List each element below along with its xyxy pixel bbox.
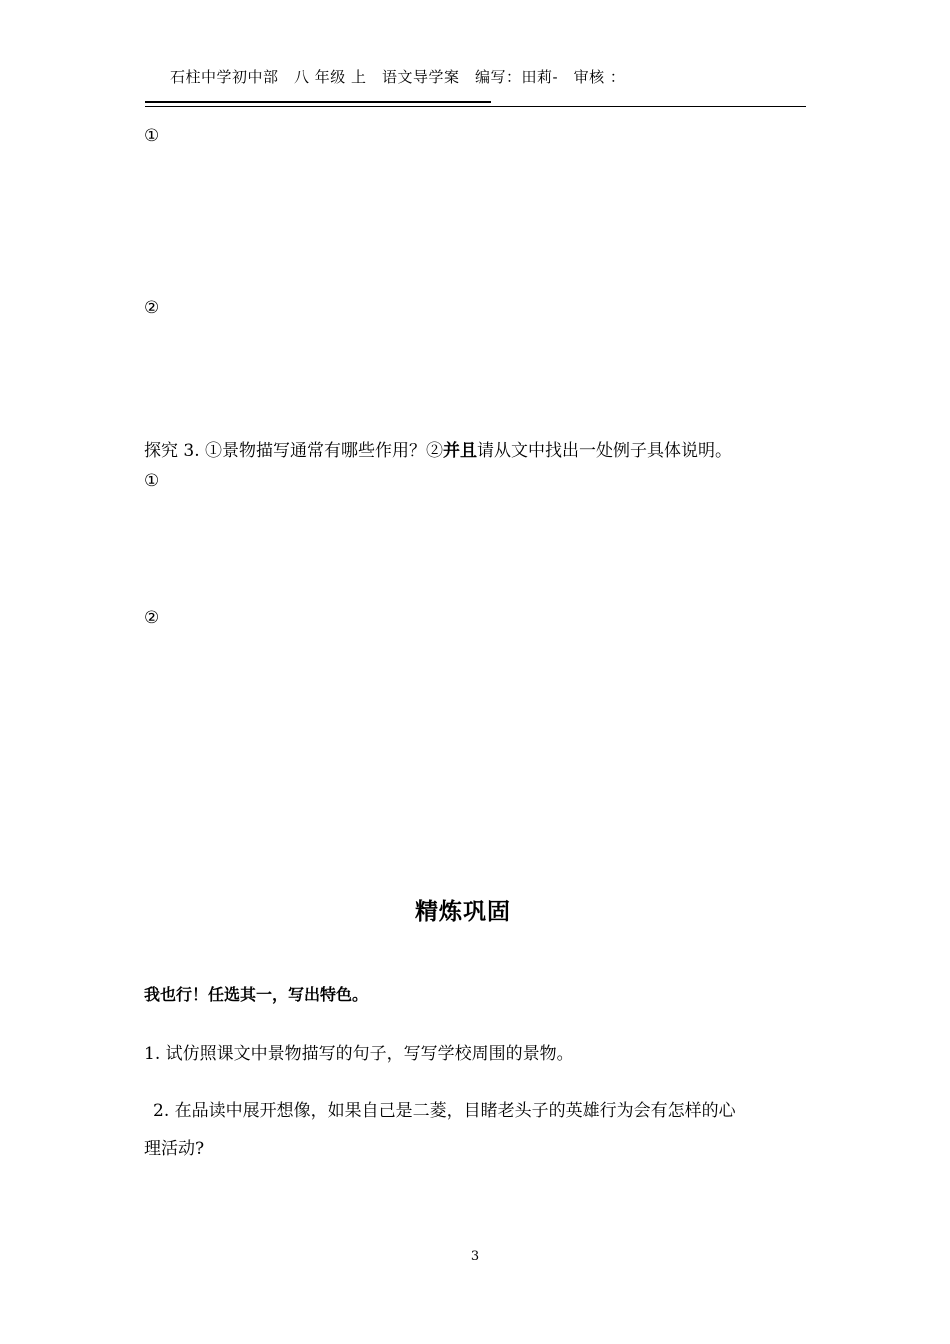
inquiry-3-suffix: 请从文中找出一处例子具体说明。 <box>477 441 733 461</box>
inquiry-3-marker-2: ② <box>144 608 160 628</box>
page-header: 石柱中学初中部 八 年级 上 语文导学案 编写：田莉- 审核 ： <box>170 68 626 86</box>
header-rule-thick <box>145 101 491 103</box>
header-rule-thin <box>145 106 806 107</box>
section-title: 精炼巩固 <box>415 899 511 925</box>
inquiry-3-question <box>144 436 732 461</box>
exercise-task-1: 1. 试仿照课文中景物描写的句子，写写学校周围的景物。 <box>144 1044 574 1064</box>
answer-marker-2: ② <box>144 298 160 318</box>
exercise-task-2-line-1: 2. 在品读中展开想像，如果自己是二菱，目睹老头子的英雄行为会有怎样的心 <box>153 1101 736 1121</box>
exercise-task-2-line-2: 理活动? <box>144 1139 205 1159</box>
inquiry-3-marker-1: ① <box>144 471 160 491</box>
inquiry-3-prefix: 探究 3. ①景物描写通常有哪些作用？② <box>144 441 444 461</box>
exercise-instruction: 我也行！任选其一，写出特色。 <box>144 985 369 1004</box>
answer-marker-1: ① <box>144 126 160 146</box>
page-number: 3 <box>470 1249 480 1264</box>
inquiry-3-bold-word: 并且 <box>443 441 478 461</box>
